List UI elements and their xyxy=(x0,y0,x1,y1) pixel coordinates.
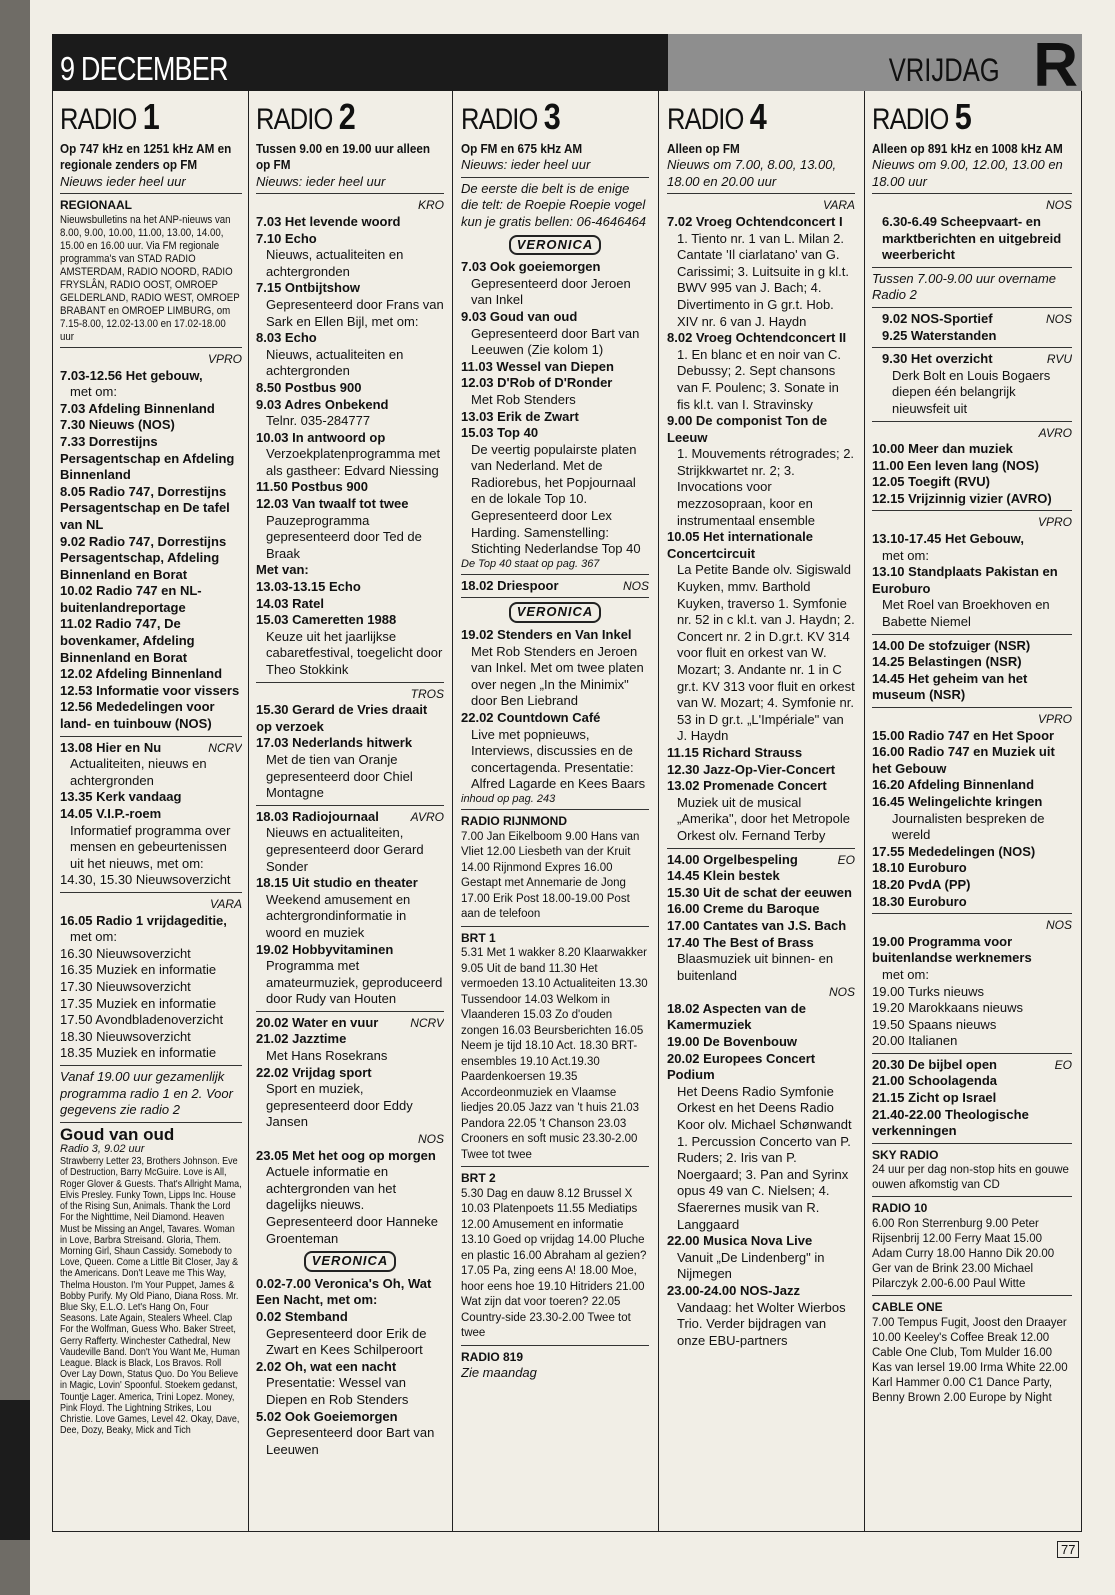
inhoud-note: inhoud op pag. 243 xyxy=(461,792,556,805)
radio-3-title: RADIO 3 xyxy=(461,96,560,137)
program-title: 13.02 Promenade Concert xyxy=(667,778,827,794)
program-title: 0.02-7.00 Veronica's Oh, Wat Een Nacht, met om: xyxy=(256,1275,432,1308)
program-title: 8.03 Echo xyxy=(256,330,317,346)
program-title: 17.55 Mededelingen (NOS) xyxy=(872,843,1036,859)
program-title: 7.03-12.56 Het gebouw, xyxy=(60,367,203,383)
broadcaster-tag: VPRO xyxy=(1037,515,1072,530)
program-title: 11.02 Radio 747, De bovenkamer, Afdeling Binnenland en Borat xyxy=(60,616,195,665)
program-title: 14.00 De stofzuiger (NSR) xyxy=(872,637,1031,653)
program-title: 9.25 Waterstanden xyxy=(882,327,997,343)
radio10-title: RADIO 10 xyxy=(872,1201,928,1216)
program-desc: met om: xyxy=(882,966,929,982)
program-desc: Vandaag: het Wolter Wierbos Trio. Verder bijdragen van onze EBU-partners xyxy=(677,1299,846,1348)
program-title: 22.00 Musica Nova Live xyxy=(667,1233,813,1249)
page-number: 77 xyxy=(1057,1541,1079,1558)
radio-1-list-a xyxy=(60,401,242,733)
veronica-logo: VERONICA xyxy=(461,602,649,623)
program-desc: Gepresenteerd door Erik de Zwart en Kees Schilperoort xyxy=(266,1325,427,1358)
program-title: 17.00 Cantates van J.S. Bach xyxy=(667,917,847,933)
program-title: 0.02 Stemband xyxy=(256,1308,348,1324)
radio-2-list-b xyxy=(256,702,444,802)
program-title: 12.03 Van twaalf tot twee xyxy=(256,496,409,512)
radio-5-title: RADIO 5 xyxy=(872,96,971,137)
column-divider xyxy=(864,91,865,1531)
goud-text: Strawberry Letter 23, Brothers Johnson. Eve of Destruction, Barry McGuire. Love is All, Roger Glover & Guests. That's Allright Mama, Elvis Presley. Funky Town, Lipps Inc. House of the Rising Sun, Animals. Thank the Lord For the Nighttime, Neil Diamond. Heaven Must be Missing an Angel, Tavares. Woman in Love, Barbra Streisand. Gloria, Them. Morning Girl, Shaun Cassidy. Somebody to Love, Queen. Come a Little Bit Closer, Jay & the Americans. Don't Leave me This Way, Thelma Houston. I'm Your Puppet, James & Bobby Purify. My Old Piano, Diana Ross. Mr. Blue Sky, E.L.O. Let's Hang On, Four Seasons. Late Again, Stealers Wheel. Clap For the Wolfman, Guess Who. Baker Street, Gerry Rafferty. Winchester Cathedral, New Vaudeville Band. Don't You Want Me, Human League. Black is Black, Los Bravos. Roll Over Lay Down, Status Quo. Do You Believe in Magic, Lovin' Spoonful. Stoekem gedanst, Tountje Lager. America, Trini Lopez. Money, Pink Floyd. The Lightning Strikes, Lou Christie. Love Games, Level 42. Okay, Dave, Dee, Dozy, Beaky, Mick and Tich xyxy=(60,1156,242,1437)
program-title: 19.02 Hobbyvitaminen xyxy=(256,941,394,957)
radio819-title: RADIO 819 xyxy=(461,1349,524,1364)
program-title: 21.40-22.00 Theologische verkenningen xyxy=(872,1106,1029,1139)
radio10-text: 6.00 Ron Sterrenburg 9.00 Peter Rijsenbrij 12.00 Ferry Maat 15.00 Adam Curry 18.00 Hanno Dik 20.00 Ger van de Brink 23.00 Michael Pilarczyk 2.00-6.00 Paul Witte xyxy=(872,1218,1055,1291)
rijnmond-text: 7.00 Jan Eikelboom 9.00 Hans van Vliet 12.00 Liesbeth van der Kruit 14.00 Rijnmond Expres 16.00 Gestapt met Annemarie de Jong 17.00 Erik Post 18.00-19.00 Post aan de telefoon xyxy=(461,830,640,921)
program-title: 7.33 Dorrestijns Persagentschap en Afdeling Binnenland xyxy=(60,433,235,483)
radio-3-intro: De eerste die belt is de enige die telt: de Roepie Roepie vogel kun je gratis bellen: 06-4646464 xyxy=(461,180,647,229)
program-title: 19.50 Spaans nieuws xyxy=(872,1016,997,1032)
program-desc: Met Roel van Broekhoven en Babette Niemel xyxy=(882,597,1050,630)
program-desc: Journalisten bespreken de wereld xyxy=(892,810,1045,843)
veronica-logo: VERONICA xyxy=(256,1251,444,1272)
radio-5-news: Nieuws om 9.00, 12.00, 13.00 en 18.00 uur xyxy=(872,157,1063,189)
program-desc: De veertig populairste platen van Nederland. Met de Radiorebus, het Popjournaal en de lokale Top 10. Gepresenteerd door Lex Harding. Samenstelling: Stichting Nederlandse Top 40 xyxy=(471,441,641,557)
program-row: 9.30 Het overzicht RVU xyxy=(882,351,1072,367)
program-title: 19.00 Programma voor buitenlandse werknemers xyxy=(872,933,1032,966)
radio-1-vanaf: Vanaf 19.00 uur gezamenlijk programma radio 1 en 2. Voor gegevens zie radio 2 xyxy=(60,1068,233,1118)
program-desc: Gepresenteerd door Bart van Leeuwen xyxy=(266,1425,435,1457)
goud-title: Goud van oud xyxy=(60,1124,175,1144)
program-title: 17.50 Avondbladenoverzicht xyxy=(60,1012,224,1028)
program-title: 13.10 Standplaats Pakistan en Euroburo xyxy=(872,564,1058,596)
program-title: 18.10 Euroburo xyxy=(872,860,967,876)
program-title: 21.02 Jazztime xyxy=(256,1031,347,1047)
program-row: 20.30 De bijbel open EO xyxy=(872,1056,1072,1072)
program-desc: 1. En blanc et en noir van C. Debussy; 2. Sept chansons van F. Poulenc; 3. Sonate in fis kl.t. van I. Stravinsky xyxy=(677,346,842,412)
program-title: 7.10 Echo xyxy=(256,230,317,246)
program-title: 12.15 Vrijzinnig vizier (AVRO) xyxy=(872,490,1052,506)
program-title: 15.03 Top 40 xyxy=(461,425,539,441)
sky-title: SKY RADIO xyxy=(872,1147,939,1162)
program-desc: Weekend amusement en achtergrondinformatie in woord en muziek xyxy=(266,891,411,940)
program-title: 8.05 Radio 747, Dorrestijns Persagentschap en De tafel van NL xyxy=(60,483,230,532)
program-title: 12.03 D'Rob of D'Ronder xyxy=(461,375,613,391)
program-title: 9.03 Adres Onbekend xyxy=(256,396,389,412)
radio-1-news: Nieuws ieder heel uur xyxy=(60,173,186,189)
radio-3-frequency: Op FM en 675 kHz AM xyxy=(461,140,583,156)
radio-5-frequency: Alleen op 891 kHz en 1008 kHz AM xyxy=(872,140,1063,156)
program-title: 11.03 Wessel van Diepen xyxy=(461,358,614,374)
radio-logo-letter: R xyxy=(1033,31,1078,100)
program-title: 7.30 Nieuws (NOS) xyxy=(60,417,175,433)
broadcaster-tag: NOS xyxy=(828,985,855,1000)
broadcaster-tag: KRO xyxy=(417,198,444,213)
program-title: 13.03-13.15 Echo xyxy=(256,579,361,595)
broadcaster-tag: AVRO xyxy=(1038,425,1072,440)
program-desc: Nieuws en actualiteiten, gepresenteerd door Gerard Sonder xyxy=(266,825,424,874)
radio-2-list-f xyxy=(256,1276,444,1459)
rijnmond-title: RADIO RIJNMOND xyxy=(461,813,568,828)
radio-1-title: RADIO 1 xyxy=(60,96,159,137)
broadcaster-tag: VARA xyxy=(822,198,855,213)
program-title: 16.05 Radio 1 vrijdageditie, xyxy=(60,912,227,928)
radio-2-title: RADIO 2 xyxy=(256,96,355,137)
radio-2-list-e xyxy=(256,1148,444,1248)
program-title: 22.02 Countdown Café xyxy=(461,710,601,725)
broadcaster-tag: VARA xyxy=(209,896,242,911)
radio-2-frequency: Tussen 9.00 en 19.00 uur alleen op FM xyxy=(256,140,431,173)
program-desc: Nieuws, actualiteiten en achtergronden xyxy=(266,247,404,279)
program-desc: Met Rob Stenders xyxy=(471,391,576,407)
radio-4-list-b xyxy=(667,868,855,984)
program-desc: Gepresenteerd door Jeroen van Inkel xyxy=(471,275,631,308)
program-desc: met om: xyxy=(70,384,117,400)
program-desc: Gepresenteerd door Bart van Leeuwen (Zie kolom 1) xyxy=(471,325,640,358)
program-title: 7.03 Het levende woord xyxy=(256,213,401,229)
program-title: 11.00 Een leven lang (NOS) xyxy=(872,457,1039,473)
program-title: 18.02 Aspecten van de Kamermuziek xyxy=(667,1000,806,1033)
program-title: 14.05 V.I.P.-roem xyxy=(60,806,162,821)
radio-2-news: Nieuws: ieder heel uur xyxy=(256,173,386,189)
radio819-text: Zie maandag xyxy=(461,1365,537,1381)
brt2-text: 5.30 Dag en dauw 8.12 Brussel X 10.03 Platenpoets 11.55 Mediatips 12.00 Amusement en informatie 13.10 Goed op vrijdag 14.00 Pluche en plastic 16.00 Abraham al gezien? 17.05 Pa, zing eens A! 18.00 Moe, hoor eens hoe 19.10 Hitriders 21.00 Wat zijn dat voor toeren? 22.05 Country-side 23.30-2.00 Twee tot twee xyxy=(461,1187,647,1340)
column-radio-3 xyxy=(461,91,649,1531)
program-row: 20.02 Water en vuur NCRV xyxy=(256,1014,444,1030)
radio-2-list-c xyxy=(256,875,444,1008)
program-title: 16.20 Afdeling Binnenland xyxy=(872,777,1035,793)
program-title: 12.30 Jazz-Op-Vier-Concert xyxy=(667,761,836,777)
program-title: 16.45 Welingelichte kringen xyxy=(872,793,1043,809)
program-row: 9.02 NOS-Sportief NOS xyxy=(882,310,1072,326)
program-title: 2.02 Oh, wat een nacht xyxy=(256,1358,397,1374)
program-desc: Vanuit „De Lindenberg" in Nijmegen xyxy=(677,1249,825,1282)
radio-4-frequency: Alleen op FM xyxy=(667,140,740,156)
program-desc: Nieuws, actualiteiten en achtergronden xyxy=(266,346,404,379)
program-title: 22.02 Vrijdag sport xyxy=(256,1064,372,1080)
brt1-text: 5.31 Met 1 wakker 8.20 Klaarwakker 9.05 Uit de band 11.30 Het vermoeden 13.10 Actualiteiten 13.30 Tussendoor 14.03 Welkom in Vlaanderen 15.03 Zo d'ouden zongen 16.03 Beursberichten 16.05 Neem je tijd 18.10 Act. 18.30 BRT-ensembles 19.10 Act.19.30 Paardenkoersen 19.35 Accordeonmuziek en Vlaamse liedjes 20.05 Jazz van 't huis 21.03 Pandora 22.05 't Chanson 23.03 Crooners en soft music 23.30-2.00 Twee tot twee xyxy=(461,947,648,1161)
program-title: 7.03 Ook goeiemorgen xyxy=(461,259,601,275)
program-title: 12.53 Informatie voor vissers xyxy=(60,682,240,698)
radio-2-list-d xyxy=(256,1031,444,1131)
program-title: 13.10-17.45 Het Gebouw, xyxy=(872,531,1024,547)
program-title: 16.00 Radio 747 en Muziek uit het Gebouw xyxy=(872,744,1055,776)
program-title: 16.00 Creme du Baroque xyxy=(667,901,820,917)
program-title: 9.03 Goud van oud xyxy=(461,308,578,324)
radio-5-list-a xyxy=(872,441,1072,507)
program-title: 9.02 Radio 747, Dorrestijns Persagentschap, Afdeling Binnenland en Borat xyxy=(60,533,227,582)
program-desc: Muziek uit de musical „Amerika", door het Metropole Orkest olv. Fernand Terby xyxy=(677,794,850,843)
program-desc: 1. Mouvements rétrogrades; 2. Strijkkwartet nr. 2; 3. Invocations voor mezzosopraan, koor en instrumentaal ensemble xyxy=(677,446,855,528)
column-divider xyxy=(452,91,453,1531)
radio-4-title: RADIO 4 xyxy=(667,96,766,137)
program-title: 14.45 Het geheim van het museum (NSR) xyxy=(872,670,1028,703)
brt2-title: BRT 2 xyxy=(461,1171,496,1186)
radio-5-list-c xyxy=(872,728,1072,811)
program-desc: Telnr. 035-284777 xyxy=(266,413,371,429)
program-row: 13.08 Hier en Nu NCRV xyxy=(60,739,242,755)
program-title: 18.30 Euroburo xyxy=(872,893,967,909)
program-title: 15.00 Radio 747 en Het Spoor xyxy=(872,727,1055,743)
program-title: 23.00-24.00 NOS-Jazz xyxy=(667,1282,800,1298)
program-title: 21.15 Zicht op Israel xyxy=(872,1090,997,1106)
program-desc: Informatief programma over mensen en gebeurtenissen uit het nieuws, met om: xyxy=(70,822,231,871)
radio-2-list-a xyxy=(256,214,444,679)
cable-title: CABLE ONE xyxy=(872,1300,943,1315)
program-title: 21.00 Schoolagenda xyxy=(872,1073,997,1089)
left-page-edge xyxy=(0,0,30,1595)
program-title: 18.15 Uit studio en theater xyxy=(256,875,418,891)
program-title: 18.35 Muziek en informatie xyxy=(60,1045,217,1061)
column-radio-1 xyxy=(60,91,242,1531)
program-title: 7.02 Vroeg Ochtendconcert I xyxy=(667,213,843,229)
program-desc: La Petite Bande olv. Sigiswald Kuyken, mmv. Barthold Kuyken, traverso 1. Symfonie nr. 52 in c kl.t. van J. Haydn; 2. Concert nr. 2 in D.gr.t. KV 314 voor fluit en orkest van W. Mozart; 3. Andante nr. 1 in C gr.t. KV 313 voor fluit en orkest van W. Mozart; 4. Symfonie nr. 53 in D gr.t. „L'Impériale" van J. Haydn xyxy=(677,562,855,744)
broadcaster-tag: NOS xyxy=(1045,918,1072,933)
header-date-bar xyxy=(52,34,668,91)
program-title: 14.25 Belastingen (NSR) xyxy=(872,654,1022,670)
program-title: 19.02 Stenders en Van Inkel xyxy=(461,627,632,643)
program-title: 17.40 The Best of Brass xyxy=(667,934,814,950)
radio-3-news: Nieuws: ieder heel uur xyxy=(461,157,591,173)
program-title: 17.03 Nederlands hitwerk xyxy=(256,735,413,751)
program-title: 7.03 Afdeling Binnenland xyxy=(60,400,215,416)
program-title: 10.03 In antwoord op xyxy=(256,429,386,445)
radio-5-list-f xyxy=(872,1073,1072,1139)
program-title: 9.00 De componist Ton de Leeuw xyxy=(667,413,828,445)
veronica-logo: VERONICA xyxy=(461,235,649,256)
program-desc: Het Deens Radio Symfonie Orkest en het Deens Radio Koor olv. Michael Schønwandt 1. Percussion Concerto van P. Ruders; 2. Iris van P. Noergaard; 3. Pan and Syrinx opus 49 van C. Nielsen; 4. Sfaerernes musik van R. Langgaard xyxy=(677,1083,852,1232)
radio-5-list-b xyxy=(872,638,1072,704)
program-title: 15.30 Uit de schat der eeuwen xyxy=(667,884,852,900)
program-title: 12.02 Afdeling Binnenland xyxy=(60,666,223,682)
header-day: VRIJDAG xyxy=(889,52,1000,88)
program-title: 19.20 Marokkaans nieuws xyxy=(872,1000,1024,1016)
program-desc: Presentatie: Wessel van Diepen en Rob Stenders xyxy=(266,1375,409,1407)
radio-5-list-d xyxy=(872,844,1072,910)
radio-3-list-b xyxy=(461,627,649,793)
program-desc: Keuze uit het jaarlijkse cabaretfestival, toegelicht door Theo Stokkink xyxy=(266,628,443,677)
program-title: 7.15 Ontbijtshow xyxy=(256,280,361,296)
broadcaster-tag: NOS xyxy=(1045,198,1072,213)
column-radio-4 xyxy=(667,91,855,1531)
program-title: 13.35 Kerk vandaag xyxy=(60,789,182,805)
program-title: 16.35 Muziek en informatie xyxy=(60,962,217,978)
column-radio-2 xyxy=(256,91,444,1531)
cable-text: 7.00 Tempus Fugit, Joost den Draayer 10.00 Keeley's Coffee Break 12.00 Cable One Club, Tom Mulder 16.00 Kas van Iersel 19.00 Irma White 22.00 Karl Hammer 0.00 C1 Dance Party, Benny Brown 2.00 Europe by Night xyxy=(872,1316,1068,1404)
program-desc: Live met popnieuws, Interviews, discussies en de concertagenda. Presentatie: Alfred Lagarde en Kees Baars xyxy=(471,726,646,792)
column-divider xyxy=(248,91,249,1531)
program-desc: Verzoekplatenprogramma met als gastheer: Edvard Niessing xyxy=(266,446,441,478)
program-title: 8.02 Vroeg Ochtendconcert II xyxy=(667,330,847,346)
program-title: 11.50 Postbus 900 xyxy=(256,479,369,495)
broadcaster-tag: VPRO xyxy=(1037,712,1072,726)
radio-5-tussen: Tussen 7.00-9.00 uur overname Radio 2 xyxy=(872,270,1057,303)
program-title: 18.30 Nieuwsoverzicht xyxy=(60,1028,191,1044)
program-title: 14.45 Klein bestek xyxy=(667,868,780,884)
program-title: 19.00 De Bovenbouw xyxy=(667,1034,798,1050)
program-desc: Sport en muziek, gepresenteerd door Eddy Jansen xyxy=(266,1081,413,1130)
program-desc: Pauzeprogramma gepresenteerd door Ted de Braak xyxy=(266,512,422,561)
regional-title: REGIONAAL xyxy=(60,198,132,213)
program-title: 5.02 Ook Goeiemorgen xyxy=(256,1408,398,1424)
program-desc: met om: xyxy=(882,547,929,563)
broadcaster-tag: VPRO xyxy=(207,351,242,366)
broadcaster-tag: TROS xyxy=(410,686,444,701)
program-title: 10.00 Meer dan muziek xyxy=(872,441,1013,457)
program-title: 18.20 PvdA (PP) xyxy=(872,876,971,892)
program-title: 14.03 Ratel xyxy=(256,595,324,611)
program-title: 15.03 Cameretten 1988 xyxy=(256,612,397,628)
program-title: 19.00 Turks nieuws xyxy=(872,983,985,999)
program-title: 23.05 Met het oog op morgen xyxy=(256,1147,436,1163)
header-date: 9 DECEMBER xyxy=(60,50,228,87)
header-day-bar xyxy=(668,31,1082,100)
program-title: 11.15 Richard Strauss xyxy=(667,744,803,760)
program-title: 17.30 Nieuwsoverzicht xyxy=(60,978,191,994)
program-desc: Gepresenteerd door Frans van Sark en Ellen Bijl, met om: xyxy=(266,296,444,329)
radio-4-list-a xyxy=(667,214,855,845)
goud-sub: Radio 3, 9.02 uur xyxy=(60,1143,145,1156)
program-desc: Met Hans Rosekrans xyxy=(266,1048,388,1064)
program-title: Met van: xyxy=(256,562,309,578)
radio-3-list-a xyxy=(461,259,649,558)
sky-text: 24 uur per dag non-stop hits en gouwe ouwen afkomstig van CD xyxy=(872,1164,1069,1192)
radio-4-news: Nieuws om 7.00, 8.00, 13.00, 18.00 en 20.00 uur xyxy=(667,157,837,189)
column-radio-5 xyxy=(872,91,1072,1531)
program-times: 14.30, 15.30 Nieuwsoverzicht xyxy=(60,872,231,888)
radio-5-list-e xyxy=(872,984,1072,1050)
program-desc: Blaasmuziek uit binnen- en buitenland xyxy=(677,951,834,983)
program-title: 20.00 Italianen xyxy=(872,1033,958,1049)
brt1-title: BRT 1 xyxy=(461,930,496,945)
program-desc: Met de tien van Oranje gepresenteerd door Chiel Montagne xyxy=(266,751,413,801)
program-title: 10.05 Het internationale Concertcircuit xyxy=(667,529,813,561)
top40-note: De Top 40 staat op pag. 367 xyxy=(461,557,600,570)
radio-4-list-c xyxy=(667,1001,855,1349)
program-title: 13.03 Erik de Zwart xyxy=(461,408,579,424)
program-title: 10.02 Radio 747 en NL-buitenlandreportage xyxy=(60,583,202,615)
radio-1-list-b xyxy=(60,946,242,1062)
program-title: 20.02 Europees Concert Podium xyxy=(667,1050,816,1083)
regional-text: Nieuwsbulletins na het ANP-nieuws van 8.00, 9.00, 10.00, 11.00, 13.00, 14.00, 15.00 en 16.00 uur. Via FM regionale programma's van STAD RADIO AMSTERDAM, RADIO NOORD, RADIO FRYSLÂN, RADIO OOST, OMROEP GELDERLAND, RADIO WEST, OMROEP BRABANT en OMROEP LIMBURG, om 7.15-8.00, 12.02-13.00 en 17.02-18.00 uur xyxy=(60,213,240,343)
program-row: 18.02 Driespoor NOS xyxy=(461,577,649,593)
program-row: 18.03 Radiojournaal AVRO xyxy=(256,808,444,824)
program-title: 15.30 Gerard de Vries draait op verzoek xyxy=(256,702,428,734)
broadcaster-tag: NOS xyxy=(417,1132,444,1147)
program-desc: Actuele informatie en achtergronden van het dagelijks nieuws. Gepresenteerd door Hanneke Groenteman xyxy=(266,1164,439,1246)
program-title: 16.30 Nieuwsoverzicht xyxy=(60,945,191,961)
program-title: 6.30-6.49 Scheepvaart- en marktberichten en uitgebreid weerbericht xyxy=(882,213,1062,263)
program-desc: 1. Tiento nr. 1 van L. Milan 2. Cantate 'Il ciarlatano' van G. Carissimi; 3. Luitsuite in g kl.t. BWV 995 van J. Bach; 4. Divertimento in G gr.t. Hob. XIV nr. 6 van J. Haydn xyxy=(677,230,849,329)
program-row: 14.00 Orgelbespeling EO xyxy=(667,851,855,867)
program-title: 8.50 Postbus 900 xyxy=(256,379,362,395)
radio-1-frequency: Op 747 kHz en 1251 kHz AM en regionale zenders op FM xyxy=(60,140,232,173)
program-desc: Programma met amateurmuziek, geproduceerd door Rudy van Houten xyxy=(266,958,443,1007)
program-title: 12.56 Mededelingen voor land- en tuinbouw (NOS) xyxy=(60,699,215,732)
program-title: 17.35 Muziek en informatie xyxy=(60,995,217,1011)
program-desc: met om: xyxy=(70,929,117,945)
column-divider xyxy=(658,91,659,1531)
program-desc: Met Rob Stenders en Jeroen van Inkel. Met om twee platen over negen „In the Minimix" door Ben Liebrand xyxy=(471,643,644,709)
page-header xyxy=(52,31,1082,100)
program-desc: Derk Bolt en Louis Bogaers diepen één belangrijk nieuwsfeit uit xyxy=(892,367,1051,416)
program-desc: Actualiteiten, nieuws en achtergronden xyxy=(70,756,207,788)
program-title: 12.05 Toegift (RVU) xyxy=(872,474,990,490)
